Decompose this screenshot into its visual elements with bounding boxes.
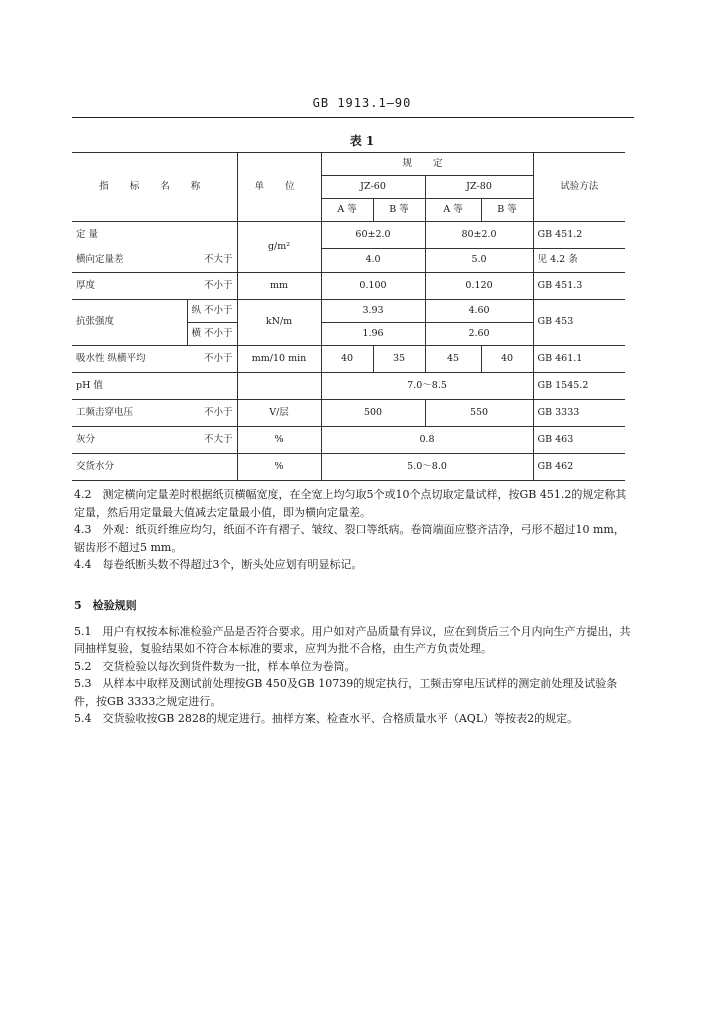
row-hengxiang-method: 见 4.2 条: [533, 248, 625, 273]
row-hengxiang-jz80: 5.0: [425, 248, 533, 273]
row-dingliang-name: 定 量: [76, 228, 99, 240]
table-row: [72, 400, 625, 427]
table-row: [72, 273, 625, 300]
row-kangzhang-name: 抗张强度: [76, 316, 115, 328]
row-xishui-jz80-a: 45: [425, 346, 481, 373]
table-row: [72, 300, 625, 323]
row-dianya-jz80: 550: [425, 400, 533, 427]
row-huifen-unit: %: [237, 427, 321, 454]
row-shuifen-value: 5.0～8.0: [321, 454, 533, 481]
row-kangzhang-jz60-zong: 3.93: [321, 300, 425, 323]
row-dingliang-jz80: 80±2.0: [425, 222, 533, 249]
row-dianya-jz60: 500: [321, 400, 425, 427]
header-jz80-a: A 等: [425, 199, 481, 222]
header-jz60: JZ-60: [321, 176, 425, 199]
row-ph-method: GB 1545.2: [533, 373, 625, 400]
row-ph-value: 7.0～8.5: [321, 373, 533, 400]
paragraph-4-3: 4.3 外观：纸页纤维应均匀，纸面不许有褶子、皱纹、裂口等纸病。卷筒端面应整齐洁净，弓形不超过10 mm，锯齿形不超过5 mm。: [74, 523, 625, 554]
row-xishui-unit: mm/10 min: [237, 346, 321, 373]
paragraph-4-2: 4.2 测定横向定量差时根据纸页横幅宽度，在全宽上均匀取5个或10个点切取定量试样，按GB 451.2的规定称其定量，然后用定量最大值减去定量最小值，即为横向定量差。: [74, 488, 627, 519]
row-kangzhang-dir-zong: 纵: [191, 304, 202, 316]
row-xishui-jz80-b: 40: [481, 346, 533, 373]
header-rule: [72, 117, 634, 118]
header-unit: 单 位: [254, 180, 304, 192]
row-dianya-method: GB 3333: [533, 400, 625, 427]
header-test-method: 试验方法: [560, 180, 599, 192]
row-xishui-name: 吸水性 纵横平均: [76, 352, 146, 364]
table-row: [72, 427, 625, 454]
paragraph-5-1: 5.1 用户有权按本标准检验产品是否符合要求。用户如对产品质量有异议，应在到货后三个月内向生产方提出，共同抽样复验，复验结果如不符合本标准的要求，应判为批不合格，由生产方负责处理。: [74, 624, 631, 655]
row-shuifen-unit: %: [237, 454, 321, 481]
section-5: [74, 597, 634, 728]
row-dianya-limit: 不小于: [204, 406, 233, 418]
row-houdu-name: 厚度: [76, 279, 96, 291]
header-spec: 规 定: [402, 157, 452, 169]
table-row: [72, 373, 625, 400]
row-shuifen-method: GB 462: [533, 454, 625, 481]
row-houdu-jz60: 0.100: [321, 273, 425, 300]
row-dingliang-method: GB 451.2: [533, 222, 625, 249]
row-xishui-jz60-b: 35: [373, 346, 425, 373]
paragraph-5-2: 5.2 交货检验以每次到货件数为一批，样本单位为卷筒。: [74, 659, 356, 673]
row-shuifen-name: 交货水分: [72, 454, 237, 481]
row-dianya-unit: V/层: [237, 400, 321, 427]
row-dingliang-unit: g/m²: [267, 240, 291, 252]
header-index-name: 指 标 名 称: [99, 180, 210, 192]
paragraph-5-4: 5.4 交货验收按GB 2828的规定进行。抽样方案、检查水平、合格质量水平（AQL）等按表2的规定。: [74, 712, 579, 725]
row-hengxiang-name: 横向定量差: [76, 253, 124, 265]
row-kangzhang-dir-heng: 横: [191, 327, 202, 339]
row-houdu-limit: 不小于: [204, 279, 233, 291]
table-row: [72, 346, 625, 373]
row-xishui-method: GB 461.1: [533, 346, 625, 373]
row-xishui-limit: 不小于: [204, 352, 233, 364]
row-kangzhang-jz80-zong: 4.60: [425, 300, 533, 323]
row-huifen-value: 0.8: [321, 427, 533, 454]
row-hengxiang-jz60: 4.0: [321, 248, 425, 273]
row-kangzhang-method: GB 453: [533, 300, 625, 346]
row-kangzhang-jz60-heng: 1.96: [321, 323, 425, 346]
row-houdu-method: GB 451.3: [533, 273, 625, 300]
row-ph-unit: [237, 373, 321, 400]
paragraph-5-3: 5.3 从样本中取样及测试前处理按GB 450及GB 10739的规定执行，工频击穿电压试样的测定前处理及试验条件，按GB 3333之规定进行。: [74, 677, 618, 708]
table-header-row: [72, 153, 625, 176]
header-jz60-a: A 等: [321, 199, 373, 222]
row-houdu-jz80: 0.120: [425, 273, 533, 300]
table-row: [72, 222, 625, 249]
row-kangzhang-limit-heng: 不小于: [204, 327, 233, 339]
table-caption: 表 1: [349, 134, 375, 148]
row-dianya-name: 工频击穿电压: [76, 406, 134, 418]
row-dingliang-jz60: 60±2.0: [321, 222, 425, 249]
row-ph-name: pH 值: [72, 373, 237, 400]
table-row: [72, 454, 625, 481]
section-5-heading: 5 检验规则: [74, 599, 137, 612]
table-row: [72, 248, 625, 273]
section-4-continued: [74, 486, 634, 574]
row-huifen-method: GB 463: [533, 427, 625, 454]
header-jz60-b: B 等: [373, 199, 425, 222]
row-kangzhang-unit: kN/m: [237, 300, 321, 346]
row-huifen-limit: 不大于: [204, 433, 233, 445]
row-huifen-name: 灰分: [76, 433, 96, 445]
row-kangzhang-limit-zong: 不小于: [204, 304, 233, 316]
row-hengxiang-limit: 不大于: [204, 253, 233, 265]
standard-code-header: GB 1913.1—90: [312, 96, 412, 110]
row-xishui-jz60-a: 40: [321, 346, 373, 373]
spec-table: [72, 152, 625, 481]
row-kangzhang-jz80-heng: 2.60: [425, 323, 533, 346]
row-houdu-unit: mm: [237, 273, 321, 300]
header-jz80: JZ-80: [425, 176, 533, 199]
header-jz80-b: B 等: [481, 199, 533, 222]
paragraph-4-4: 4.4 每卷纸断头数不得超过3个，断头处应划有明显标记。: [74, 558, 363, 571]
